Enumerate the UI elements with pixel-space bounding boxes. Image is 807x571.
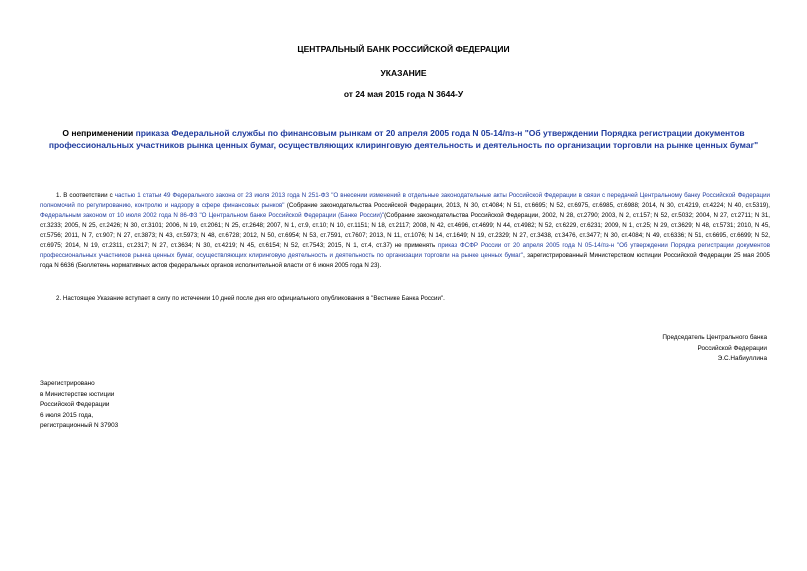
registration-line-2: в Министерстве юстиции — [40, 390, 115, 398]
signature-block — [662, 333, 767, 365]
p1-text-2: (Собрание законодательства Российской Федерации, 2013, N 30, ст.4084; N 51, ст.6695; N 52, ст.6975, ст.6985, ст.6988; 2014, N 30, ст.4219, ст.4224; N 40, ст.5319), — [284, 202, 770, 209]
law-251-fz-link[interactable]: частью 1 статьи 49 Федерального закона от 23 июля 2013 года N 251-ФЗ "О внесении изменений в отдельные законодательные акты Российской Федерации в связи с передачей Центральному банку Российской Федерации полномочий по регулированию, контролю и надзору в сфере финансовых рынков" — [40, 192, 770, 209]
document-type: УКАЗАНИЕ — [380, 68, 427, 78]
registration-line-3: Российской Федерации — [40, 401, 110, 409]
registration-number: регистрационный N 37903 — [40, 422, 119, 430]
paragraph-2: 2. Настоящее Указание вступает в силу по истечении 10 дней после дня его официального опубликования в "Вестнике Банка России". — [56, 295, 445, 302]
issuer-title: ЦЕНТРАЛЬНЫЙ БАНК РОССИЙСКОЙ ФЕДЕРАЦИИ — [297, 44, 510, 54]
signature-name: Э.С.Набиуллина — [717, 355, 767, 363]
signature-org: Российской Федерации — [697, 344, 767, 352]
p1-text-4: , зарегистрированный Министерством юстиции Российской Федерации 25 мая 2005 года N 6636 (Бюллетень нормативных актов федеральных органов исполнительной власти от 6 июня 2005 года N 23). — [40, 252, 770, 269]
subject-order-link[interactable]: приказа Федеральной службы по финансовым рынкам от 20 апреля 2005 года N 05-14/пз-н "Об утверждении Порядка регистрации документов профессиональных участников рынка ценных бумаг, осуществляющих клиринговую деятельность и деятельность по организации торговли на рынке ценных бумаг" — [48, 128, 759, 150]
document-subject — [40, 128, 767, 151]
registration-line-1: Зарегистрировано — [40, 380, 95, 387]
p1-text-3: (Собрание законодательства Российской Федерации, 2002, N 28, ст.2790; 2003, N 2, ст.157; N 52, ст.5032; 2004, N 27, ст.2711; N 31, ст.3233; 2005, N 25, ст.2426; N 30, ст.3101; 2006, N 19, ст.2061; N 25, ст.2648; 2007, N 1, ст.9, ст.10; N 10, ст.1151; N 18, ст.2117; 2008, N 42, ст.4696, ст.4699; N 44, ст.4982; N 52, ст.6229, ст.6231; 2009, N 1, ст.25; N 29, ст.3629; N 48, ст.5731; 2010, N 45, ст.5756; 2011, N 7, ст.907; N 27, ст.3873; N 43, ст.5973; N 48, ст.6728; 2012, N 50, ст.6954; N 53, ст.7591, ст.7607; 2013, N 11, ст.1076; N 14, ст.1649; N 19, ст.2329; N 27, ст.3438, ст.3476, ст.3477; N 30, ст.4084; N 49, ст.6336; N 51, ст.6695, ст.6699; N 52, ст.6975; 2014, N 19, ст.2311, ст.2317; N 27, ст.3634; N 30, ст.4219; N 45, ст.6154; N 52, ст.7543; 2015, N 1, ст.4, ст.37) не применять — [40, 212, 770, 249]
p1-text-1: 1. В соответствии с — [56, 192, 115, 199]
registration-date: 6 июля 2015 года, — [40, 411, 94, 419]
document-date-number: от 24 мая 2015 года N 3644-У — [343, 89, 464, 99]
subject-prefix: О неприменении — [62, 128, 136, 138]
paragraph-1 — [40, 191, 770, 271]
signature-position: Председатель Центрального банка — [662, 334, 767, 341]
registration-block — [40, 379, 118, 432]
law-86-fz-link[interactable]: Федеральным законом от 10 июля 2002 года N 86-ФЗ "О Центральном банке Российской Федерации (Банке России)" — [40, 212, 385, 219]
fsfr-order-link[interactable]: приказ ФСФР России от 20 апреля 2005 года N 05-14/пз-н "Об утверждении Порядка регистрации документов профессиональных участников рынка ценных бумаг, осуществляющих клиринговую деятельность и деятельность по организации торговли на рынке ценных бумаг" — [40, 242, 771, 259]
